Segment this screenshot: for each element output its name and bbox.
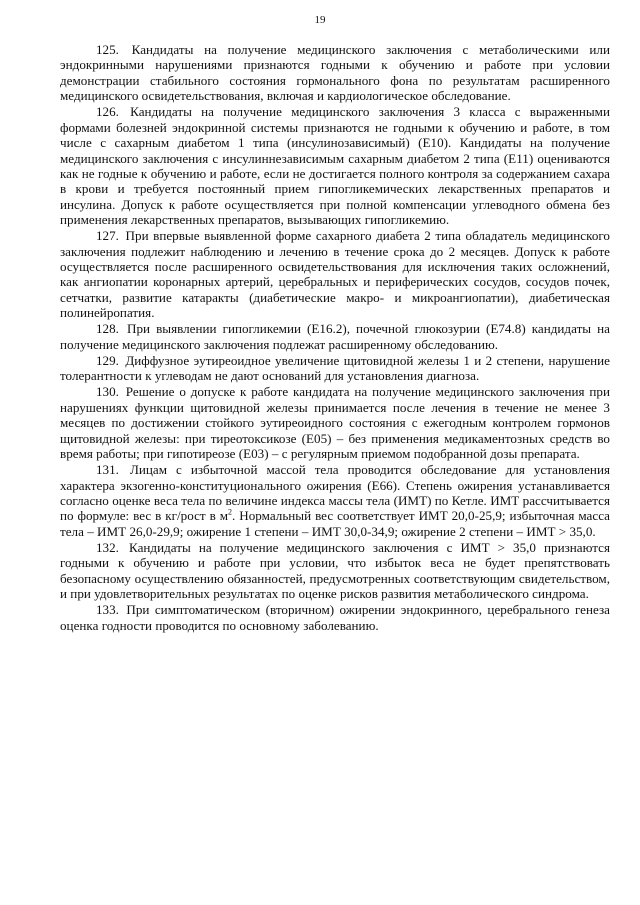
paragraph-number: 127. [96, 228, 119, 244]
document-body [60, 42, 610, 634]
paragraph-number: 132. [96, 539, 119, 555]
paragraph-text: При впервые выявленной форме сахарного диабета 2 типа обладатель медицинского заключения подлежит наблюдению и лечению в течение срока до 2 месяцев. Допуск к работе осуществляется после расширенного освидетельствования для исключения таких осложнений, как ангиопатии коронарных артерий, церебральных и периферических сосудов, сосудов почек, сетчатки, развитие катаракты (диабетические макро- и микроангиопатии), диабетическая полинейропатия. [60, 228, 610, 321]
paragraph-number: 129. [96, 352, 119, 368]
paragraph-125 [60, 42, 610, 104]
paragraph-126 [60, 104, 610, 227]
paragraph-129 [60, 353, 610, 384]
paragraph-127 [60, 228, 610, 320]
paragraph-text: Кандидаты на получение медицинского заключения 3 класса с выраженными формами болезней эндокринной системы признаются не годными к обучению и работе, в том числе с сахарным диабетом 1 типа (инсулинозависимый) (E10). Кандидаты на получение медицинского заключения с инсулиннезависимым сахарным диабетом 2 типа (E11) оцениваются как не годные к обучению и работе, если не достигается полного контроля за содержанием сахара в крови и требуется постоянный прием гипогликемических лекарственных препаратов и инсулина. Допуск к работе осуществляется при полной компенсации углеводного обмена без применения лекарственных препаратов, вызывающих гипогликемию. [60, 104, 610, 228]
paragraph-text: Решение о допуске к работе кандидата на получение медицинского заключения при нарушениях функции щитовидной железы принимается после лечения в течение не менее 3 месяцев по достижении стойкого эутиреоидного состояния с ежегодным контролем гормонов щитовидной железы: при тиреотоксикозе (E05) – без применения медикаментозных средств во время работы; при гипотиреозе (E03) – с регулярным приемом подобранной дозы препарата. [60, 384, 610, 461]
paragraph-132 [60, 540, 610, 602]
paragraph-text: Кандидаты на получение медицинского заключения с ИМТ > 35,0 признаются годными к обучению и работе при условии, что избыток веса не будет препятствовать безопасному осуществлению обязанностей, предусмотренных соответствующим свидетельством, и при удовлетворительных результатах по оценке рисков развития метаболического синдрома. [60, 539, 610, 602]
paragraph-number: 130. [96, 384, 119, 400]
paragraph-131 [60, 462, 610, 539]
paragraph-number: 125. [96, 42, 119, 57]
paragraph-text: При симптоматическом (вторичном) ожирении эндокринного, церебрального генеза оценка годности проводится по основному заболеванию. [60, 602, 610, 633]
paragraph-number: 126. [96, 104, 119, 120]
paragraph-130 [60, 384, 610, 461]
paragraph-text: Кандидаты на получение медицинского заключения с метаболическими или эндокринными нарушениями признаются годными к обучению и работе при условии демонстрации стабильного состояния гормонального фона по результатам расширенного медицинского освидетельствования, включая и кардиологическое обследование. [60, 42, 610, 104]
paragraph-133 [60, 602, 610, 633]
superscript: 2 [228, 507, 233, 517]
page-number: 19 [314, 14, 326, 26]
paragraph-128 [60, 321, 610, 352]
paragraph-text: При выявлении гипогликемии (E16.2), почечной глюкозурии (E74.8) кандидаты на получение медицинского заключения подлежат расширенному обследованию. [60, 321, 610, 352]
paragraph-text-after: . Нормальный вес соответствует ИМТ 20,0-25,9; избыточная масса тела – ИМТ 26,0-29,9; ожирение 1 степени – ИМТ 30,0-34,9; ожирение 2 степени – ИМТ > 35,0. [60, 508, 610, 539]
paragraph-number: 128. [96, 321, 119, 337]
paragraph-text: Диффузное эутиреоидное увеличение щитовидной железы 1 и 2 степени, нарушение толерантности к углеводам не дают оснований для установления диагноза. [60, 352, 610, 384]
paragraph-text-before: Лицам с избыточной массой тела проводится обследование для установления характера экзогенно-конституционального ожирения (E66). Степень ожирения устанавливается согласно оценке веса тела по величине индекса массы тела (ИМТ) по Кетле. ИМТ рассчитывается по формуле: вес в кг/рост в м [60, 462, 610, 524]
paragraph-number: 133. [96, 602, 119, 618]
paragraph-number: 131. [96, 462, 119, 478]
